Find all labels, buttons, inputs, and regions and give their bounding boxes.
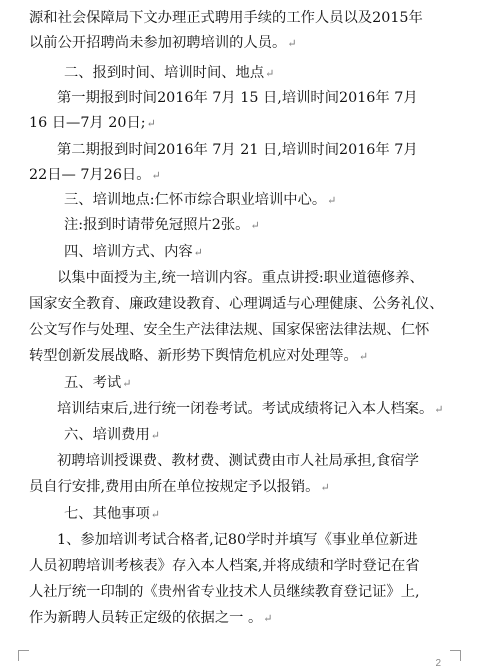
section-heading-7: 七、其他事项↵ (64, 506, 160, 522)
note-line: 注:报到时请带免冠照片2张。↵ (64, 217, 260, 233)
paragraph-mark: ↵ (122, 377, 132, 390)
paragraph-mark: ↵ (287, 37, 297, 50)
paragraph-mark: ↵ (193, 246, 203, 259)
section-heading-6: 六、培训费用↵ (64, 427, 160, 443)
body-line: 以前公开招聘尚未参加初聘培训的人员。↵ (29, 35, 297, 51)
paragraph-mark: ↵ (358, 350, 369, 363)
body-line: 22日— 7月26日。↵ (29, 167, 161, 183)
body-line: 源和社会保障局下文办理正式聘用手续的工作人员以及2015年 (29, 10, 423, 26)
section-heading-5: 五、考试↵ (64, 375, 132, 391)
paragraph-mark: ↵ (327, 194, 337, 207)
body-line: 转型创新发展战略、新形势下舆情危机应对处理等。↵ (29, 348, 369, 364)
body-line: 人社厅统一印制的《贵州省专业技术人员继续教育登记证》上, (29, 584, 420, 600)
body-line: 1、参加培训考试合格者,记80学时并填写《事业单位新进 (57, 532, 418, 548)
paragraph-mark: ↵ (150, 429, 160, 442)
body-line: 公文写作与处理、安全生产法律法规、国家保密法律法规、仁怀 (29, 322, 430, 338)
paragraph-mark: ↵ (265, 67, 275, 80)
body-line: 人员初聘培训考核表》存入本人档案,并将成绩和学时登记在省 (29, 558, 420, 574)
body-line: 员自行安排,费用由所在单位按规定予以报销。↵ (29, 479, 330, 495)
paragraph-mark: ↵ (151, 169, 161, 182)
paragraph-mark: ↵ (434, 403, 444, 416)
body-line: 初聘培训授课费、教材费、测试费由市人社局承担,食宿学 (57, 453, 419, 469)
margin-corner-mark-right (450, 650, 461, 661)
body-line: 作为新聘人员转正定级的依据之一 。↵ (29, 610, 273, 626)
paragraph-mark: ↵ (320, 481, 330, 494)
paragraph-mark: ↵ (146, 117, 156, 130)
section-heading-4: 四、培训方式、内容↵ (64, 244, 203, 260)
paragraph-mark: ↵ (250, 219, 260, 232)
margin-corner-mark-left (18, 650, 29, 661)
page-number: 2 (435, 658, 441, 669)
body-line: 第二期报到时间2016年 7月 21 日,培训时间2016年 7月 (57, 142, 418, 158)
section-heading-3: 三、培训地点:仁怀市综合职业培训中心。↵ (64, 192, 337, 208)
section-heading-2: 二、报到时间、培训时间、地点↵ (64, 65, 275, 81)
body-line: 第一期报到时间2016年 7月 15 日,培训时间2016年 7月 (57, 90, 418, 106)
paragraph-mark: ↵ (263, 612, 273, 625)
body-line: 16 日—7月 20日;↵ (29, 115, 156, 131)
paragraph-mark: ↵ (150, 508, 160, 521)
body-line: 培训结束后,进行统一闭卷考试。考试成绩将记入本人档案。↵ (57, 401, 444, 417)
body-line: 以集中面授为主,统一培训内容。重点讲授:职业道德修养、 (57, 270, 424, 286)
body-line: 国家安全教育、廉政建设教育、心理调适与心理健康、公务礼仪、 (29, 296, 444, 312)
